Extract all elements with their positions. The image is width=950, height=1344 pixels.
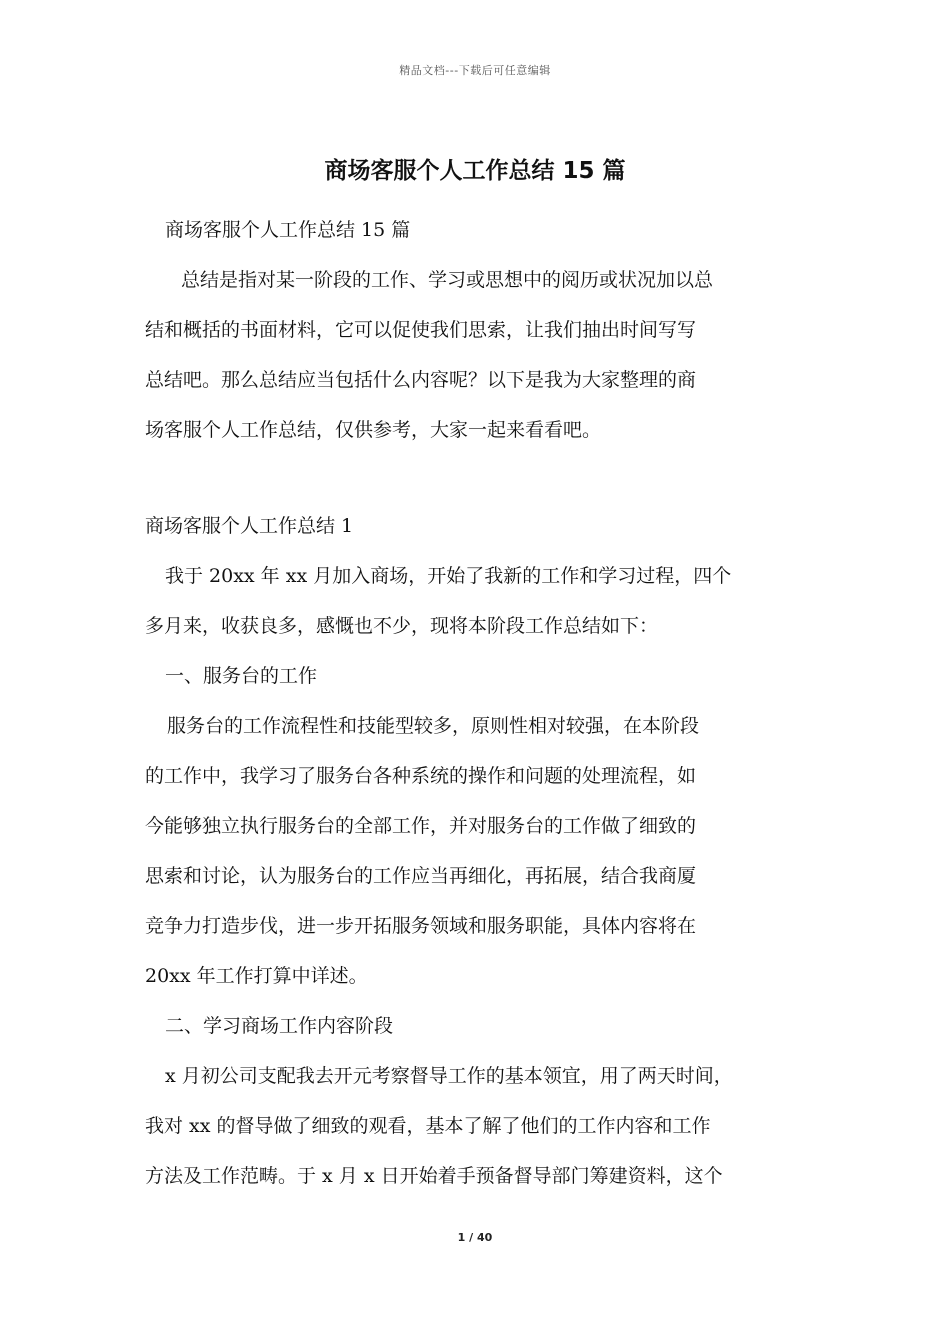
document-subtitle: 商场客服个人工作总结 15 篇	[165, 219, 411, 241]
page-header: 精品文档---下载后可任意编辑	[399, 64, 551, 77]
intro-line: 结和概括的书面材料，它可以促使我们思索，让我们抽出时间写写	[145, 319, 697, 341]
paragraph-line: 服务台的工作流程性和技能型较多，原则性相对较强，在本阶段	[167, 715, 700, 737]
paragraph-line: 20xx 年工作打算中详述。	[145, 965, 368, 987]
paragraph-line: 思索和讨论，认为服务台的工作应当再细化，再拓展，结合我商厦	[145, 865, 697, 887]
intro-line: 总结吧。那么总结应当包括什么内容呢？以下是我为大家整理的商	[145, 369, 697, 391]
paragraph-line: 我于 20xx 年 xx 月加入商场，开始了我新的工作和学习过程，四个	[165, 565, 732, 587]
document-title: 商场客服个人工作总结 15 篇	[324, 158, 626, 184]
intro-line: 总结是指对某一阶段的工作、学习或思想中的阅历或状况加以总	[181, 269, 714, 291]
paragraph-line: 多月来，收获良多，感慨也不少，现将本阶段工作总结如下：	[145, 615, 659, 637]
paragraph-line: 方法及工作范畴。于 x 月 x 日开始着手预备督导部门筹建资料，这个	[145, 1165, 723, 1187]
intro-line: 场客服个人工作总结，仅供参考，大家一起来看看吧。	[145, 419, 602, 441]
section-title: 商场客服个人工作总结 1	[145, 515, 354, 537]
paragraph-line: x 月初公司支配我去开元考察督导工作的基本领宜，用了两天时间，	[165, 1065, 733, 1087]
subheading-learning: 二、学习商场工作内容阶段	[165, 1015, 394, 1037]
paragraph-line: 竞争力打造步伐，进一步开拓服务领域和服务职能，具体内容将在	[145, 915, 697, 937]
paragraph-spacer	[145, 455, 810, 501]
paragraph-line: 的工作中，我学习了服务台各种系统的操作和问题的处理流程，如	[145, 765, 697, 787]
document-body	[145, 205, 810, 1201]
paragraph-line: 今能够独立执行服务台的全部工作，并对服务台的工作做了细致的	[145, 815, 697, 837]
paragraph-line: 我对 xx 的督导做了细致的观看，基本了解了他们的工作内容和工作	[145, 1115, 711, 1137]
page-number: 1 / 40	[457, 1231, 493, 1244]
subheading-service-desk: 一、服务台的工作	[165, 665, 318, 687]
